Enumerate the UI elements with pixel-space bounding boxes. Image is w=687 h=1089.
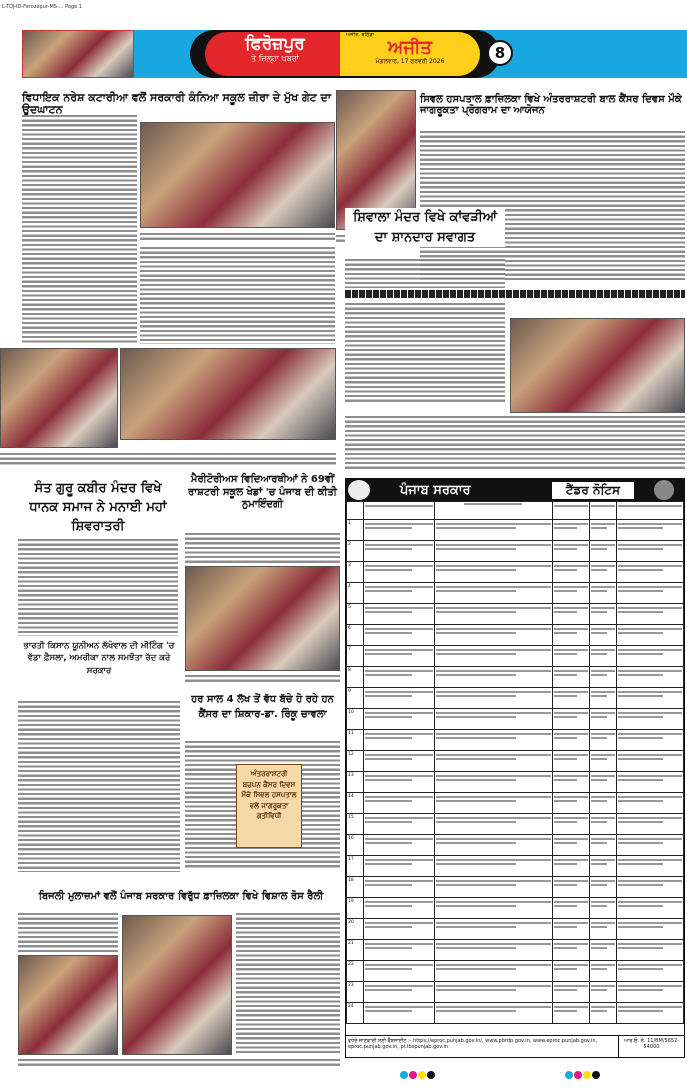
serial-number: 14	[347, 793, 364, 814]
tender-cell	[363, 1003, 434, 1024]
headline-illegible	[345, 290, 685, 298]
tender-cell	[434, 709, 552, 730]
tender-cell	[616, 604, 683, 625]
tender-footer	[346, 1035, 684, 1057]
tender-cell	[552, 709, 589, 730]
tender-cell	[434, 877, 552, 898]
serial-number: 1	[347, 520, 364, 541]
tender-cell	[616, 625, 683, 646]
tender-cell	[552, 982, 589, 1003]
tender-row	[347, 1003, 684, 1024]
tender-cell	[589, 961, 616, 982]
tender-cell	[589, 1003, 616, 1024]
serial-number: 18	[347, 877, 364, 898]
headline-8: ਬਿਜਲੀ ਮੁਲਾਜ਼ਮਾਂ ਵਲੋਂ ਪੰਜਾਬ ਸਰਕਾਰ ਵਿਰੁੱਧ ਫ਼ਾਜ਼ਿਲਕਾ ਵਿਖੇ ਵਿਸ਼ਾਲ ਰੋਸ ਰੈਲੀ	[22, 892, 340, 903]
body-text-9	[18, 912, 118, 952]
tender-cell	[616, 520, 683, 541]
tender-cell	[552, 730, 589, 751]
tender-cell	[363, 583, 434, 604]
tender-cell	[552, 961, 589, 982]
tender-cell	[434, 688, 552, 709]
tender-row	[347, 877, 684, 898]
tender-cell	[434, 898, 552, 919]
serial-number: 19	[347, 898, 364, 919]
tender-cell	[552, 604, 589, 625]
serial-number: 4	[347, 583, 364, 604]
tender-cell	[589, 982, 616, 1003]
tender-cell	[589, 919, 616, 940]
tender-row	[347, 982, 684, 1003]
tender-cell	[616, 898, 683, 919]
tender-cell	[589, 856, 616, 877]
tender-cell	[552, 1003, 589, 1024]
tender-cell	[589, 541, 616, 562]
tender-cell	[363, 961, 434, 982]
headline-4: ਸੰਤ ਗੁਰੂ ਕਬੀਰ ਮੰਦਰ ਵਿਖੇ ਧਾਨਕ ਸਮਾਜ ਨੇ ਮਨਾਈ ਮਹਾਂ ਸ਼ਿਵਰਾਤਰੀ	[18, 480, 178, 537]
tender-cell	[363, 982, 434, 1003]
tender-cell	[552, 856, 589, 877]
tender-cell	[589, 709, 616, 730]
tender-row	[347, 751, 684, 772]
headline-5: ਮੈਰੀਟੋਰੀਅਸ ਵਿਦਿਆਰਥੀਆਂ ਨੇ 69ਵੀਂ ਰਾਸ਼ਟਰੀ ਸਕੂਲ ਖੇਡਾਂ 'ਚ ਪੰਜਾਬ ਦੀ ਕੀਤੀ ਨੁਮਾਇੰਦਗੀ	[185, 474, 340, 512]
tender-cell	[434, 604, 552, 625]
tender-row	[347, 667, 684, 688]
tender-row	[347, 583, 684, 604]
photo-students	[120, 348, 336, 440]
tender-cell	[363, 856, 434, 877]
serial-number: 21	[347, 940, 364, 961]
tender-cell	[434, 1003, 552, 1024]
tender-cell	[589, 814, 616, 835]
seal-icon	[654, 480, 674, 500]
photo-rally-1	[18, 955, 118, 1055]
tender-cell	[616, 835, 683, 856]
tender-cell	[589, 646, 616, 667]
tender-cell	[363, 877, 434, 898]
tender-website[interactable]: ਵਧੇਰੇ ਜਾਣਕਾਰੀ ਲਈ ਵੈੱਬਸਾਈਟ :- https://eproc.punjab.gov.in/, www.pbrdp.gov.in, www.eproc.punjab.gov.in, eproc.punjab.gov.in, pi.tbspunjab.gov.in	[348, 1038, 598, 1050]
tender-cell	[434, 646, 552, 667]
tender-header	[346, 479, 684, 501]
tender-cell	[589, 667, 616, 688]
color-registration	[400, 1064, 436, 1083]
tender-cell	[589, 898, 616, 919]
masthead-photo	[22, 30, 134, 78]
tender-row	[347, 793, 684, 814]
tender-cell	[552, 583, 589, 604]
tender-cell	[589, 730, 616, 751]
tender-cell	[434, 940, 552, 961]
serial-number: 13	[347, 772, 364, 793]
tender-cell	[616, 562, 683, 583]
tender-cell	[616, 709, 683, 730]
caption-2	[0, 452, 336, 466]
tender-cell	[552, 625, 589, 646]
issue-date: ਮੰਗਲਵਾਰ, 17 ਫਰਵਰੀ 2026	[375, 58, 445, 65]
tender-cell	[363, 814, 434, 835]
tender-cell	[363, 751, 434, 772]
tender-cell	[552, 688, 589, 709]
tender-row	[347, 814, 684, 835]
headline-1: ਵਿਧਾਇਕ ਨਰੇਸ਼ ਕਟਾਰੀਆ ਵਲੋਂ ਸਰਕਾਰੀ ਕੰਨਿਆ ਸਕੂਲ ਜ਼ੀਰਾ ਦੇ ਮੁੱਖ ਗੇਟ ਦਾ ਉਦਘਾਟਨ	[22, 92, 334, 115]
tender-cell	[589, 583, 616, 604]
tender-row	[347, 772, 684, 793]
tender-cell	[616, 1003, 683, 1024]
tender-row	[347, 646, 684, 667]
tender-cell	[434, 982, 552, 1003]
tender-cell	[589, 772, 616, 793]
body-text-3	[345, 258, 505, 288]
tender-cell	[434, 541, 552, 562]
body-text-7	[18, 700, 180, 872]
serial-number: 6	[347, 625, 364, 646]
tender-table	[346, 501, 684, 1024]
tender-cell	[434, 667, 552, 688]
tender-cell	[363, 730, 434, 751]
tender-row	[347, 562, 684, 583]
tender-cell	[434, 730, 552, 751]
caption-3	[185, 674, 340, 684]
tender-cell	[552, 835, 589, 856]
tender-cell	[363, 835, 434, 856]
headline-6: ਭਾਰਤੀ ਕਿਸਾਨ ਯੂਨੀਅਨ ਲੱਖੋਵਾਲ ਦੀ ਮੀਟਿੰਗ 'ਚ ਵੱਡਾ ਫ਼ੈਸਲਾ, ਅਮਰੀਕਾ ਨਾਲ ਸਮਝੌਤਾ ਰੱਦ ਕਰੇ ਸਰਕਾਰ	[18, 640, 180, 677]
emblem-icon	[348, 480, 370, 500]
serial-number: 23	[347, 982, 364, 1003]
tender-cell	[552, 898, 589, 919]
color-registration-2	[565, 1064, 601, 1083]
page-number: 8	[487, 40, 513, 66]
serial-number: 5	[347, 604, 364, 625]
tender-cell	[552, 562, 589, 583]
body-text-10	[236, 912, 340, 1055]
serial-number: 22	[347, 961, 364, 982]
tender-cell	[616, 772, 683, 793]
tender-cell	[363, 793, 434, 814]
tender-cell	[363, 541, 434, 562]
tender-cell	[363, 898, 434, 919]
caption-1	[140, 232, 335, 242]
slug-line: L-TDJ-ID-Ferozepur-MS-... Page 1	[2, 4, 82, 10]
tender-cell	[616, 814, 683, 835]
tender-row	[347, 898, 684, 919]
tender-row	[347, 856, 684, 877]
tender-cell	[552, 646, 589, 667]
body-text-4b	[345, 415, 685, 470]
tender-cell	[616, 982, 683, 1003]
tender-cell	[434, 520, 552, 541]
tender-cell	[616, 877, 683, 898]
headline-7: ਹਰ ਸਾਲ 4 ਲੱਖ ਤੋਂ ਵੱਧ ਬੱਚੇ ਹੋ ਰਹੇ ਹਨ ਕੈਂਸਰ ਦਾ ਸ਼ਿਕਾਰ-ਡਾ. ਰਿੰਕੂ ਚਾਵਲਾ	[185, 692, 340, 722]
edition-logo	[205, 32, 345, 76]
tender-cell	[434, 772, 552, 793]
tender-ro-number: ਆਰ.ਓ. ਨੰ. 11/BM/5652-54000	[618, 1036, 684, 1057]
edition-subtitle: ਤੇ ਜ਼ਿਲ੍ਹਾ ਖ਼ਬਰਾਂ	[251, 54, 299, 63]
tender-cell	[363, 520, 434, 541]
serial-number: 10	[347, 709, 364, 730]
serial-number: 2	[347, 541, 364, 562]
tender-row	[347, 604, 684, 625]
serial-number: 15	[347, 814, 364, 835]
edition-title: ਫਿਰੋਜ਼ਪੁਰ	[245, 34, 305, 54]
tender-cell	[589, 751, 616, 772]
tender-cell	[552, 667, 589, 688]
serial-number: 7	[347, 646, 364, 667]
tender-cell	[552, 919, 589, 940]
tender-cell	[363, 688, 434, 709]
tender-cell	[552, 520, 589, 541]
pull-quote: ਅੰਤਰਰਾਸ਼ਟਰੀ ਬਚਪਨ ਕੈਂਸਰ ਦਿਵਸ ਮੌਕੇ ਸਿਵਲ ਹਸਪਤਾਲ ਵਲੋਂ ਜਾਗਰੂਕਤਾ ਗਤੀਵਿਧੀ	[236, 764, 302, 848]
tender-cell	[616, 856, 683, 877]
tender-row	[347, 940, 684, 961]
tender-cell	[589, 562, 616, 583]
serial-number: 17	[347, 856, 364, 877]
headline-3: ਸ਼ਿਵਾਲਾ ਮੰਦਰ ਵਿਖੇ ਕਾਂਵੜੀਆਂ ਦਾ ਸ਼ਾਨਦਾਰ ਸਵਾਗਤ	[345, 208, 505, 247]
tender-cell	[589, 877, 616, 898]
tender-cell	[434, 583, 552, 604]
tender-cell	[616, 919, 683, 940]
tender-row	[347, 835, 684, 856]
body-text-1	[22, 114, 137, 344]
photo-left	[0, 348, 118, 448]
serial-number: 9	[347, 688, 364, 709]
tender-cell	[616, 667, 683, 688]
serial-number: 3	[347, 562, 364, 583]
tender-row	[347, 961, 684, 982]
tender-cell	[552, 793, 589, 814]
tender-cell	[434, 751, 552, 772]
tender-cell	[363, 940, 434, 961]
paper-tag: ਅਜੀਤ, ਬਠਿੰਡਾ	[346, 32, 375, 38]
tender-cell	[589, 835, 616, 856]
tender-cell	[552, 541, 589, 562]
tender-cell	[589, 793, 616, 814]
tender-cell	[363, 625, 434, 646]
tender-row	[347, 709, 684, 730]
photo-school-gate	[140, 122, 335, 228]
tender-cell	[434, 625, 552, 646]
tender-cell	[616, 688, 683, 709]
photo-event	[510, 318, 685, 413]
tender-cell	[363, 709, 434, 730]
tender-cell	[434, 793, 552, 814]
tender-cell	[363, 646, 434, 667]
serial-number: 20	[347, 919, 364, 940]
body-text-5	[18, 538, 178, 636]
tender-row	[347, 919, 684, 940]
body-text-4	[345, 302, 505, 402]
tender-cell	[434, 835, 552, 856]
tender-cell	[616, 793, 683, 814]
tender-title: ਪੰਜਾਬ ਸਰਕਾਰ	[400, 482, 471, 498]
tender-cell	[434, 919, 552, 940]
tender-row	[347, 625, 684, 646]
tender-cell	[363, 919, 434, 940]
serial-number: 24	[347, 1003, 364, 1024]
photo-rally-2	[122, 915, 232, 1055]
photo-medals	[185, 566, 340, 671]
tender-cell	[589, 940, 616, 961]
tender-cell	[363, 604, 434, 625]
body-text-1b	[140, 246, 335, 344]
tender-cell	[616, 940, 683, 961]
serial-number: 8	[347, 667, 364, 688]
caption-4	[18, 1058, 340, 1066]
tender-cell	[552, 814, 589, 835]
serial-number: 12	[347, 751, 364, 772]
paper-name: ਅਜੀਤ	[387, 37, 433, 58]
tender-cell	[616, 751, 683, 772]
tender-cell	[589, 688, 616, 709]
tender-notice	[345, 478, 685, 1058]
tender-cell	[434, 856, 552, 877]
serial-number: 11	[347, 730, 364, 751]
paper-logo	[340, 32, 480, 76]
body-text-6	[185, 532, 340, 563]
tender-cell	[363, 562, 434, 583]
tender-cell	[589, 625, 616, 646]
serial-number: 16	[347, 835, 364, 856]
tender-row	[347, 520, 684, 541]
tender-cell	[616, 541, 683, 562]
headline-2: ਸਿਵਲ ਹਸਪਤਾਲ ਫ਼ਾਜ਼ਿਲਕਾ ਵਿਖੇ ਅੰਤਰਰਾਸ਼ਟਰੀ ਬਾਲ ਕੈਂਸਰ ਦਿਵਸ ਮੌਕੇ ਜਾਗਰੂਕਤਾ ਪ੍ਰੋਗਰਾਮ ਦਾ ਆਯੋਜਨ	[420, 94, 682, 116]
tender-cell	[616, 583, 683, 604]
tender-cell	[434, 961, 552, 982]
tender-cell	[552, 877, 589, 898]
tender-cell	[552, 940, 589, 961]
tender-cell	[589, 604, 616, 625]
tender-cell	[552, 772, 589, 793]
tender-cell	[363, 772, 434, 793]
tender-cell	[363, 667, 434, 688]
tender-row	[347, 688, 684, 709]
tender-row	[347, 730, 684, 751]
tender-cell	[434, 562, 552, 583]
tender-cell	[616, 961, 683, 982]
tender-row	[347, 541, 684, 562]
tender-cell	[616, 730, 683, 751]
tender-cell	[434, 814, 552, 835]
tender-label: ਟੈਂਡਰ ਨੋਟਿਸ	[552, 482, 634, 499]
tender-cell	[552, 751, 589, 772]
tender-cell	[589, 520, 616, 541]
tender-cell	[616, 646, 683, 667]
